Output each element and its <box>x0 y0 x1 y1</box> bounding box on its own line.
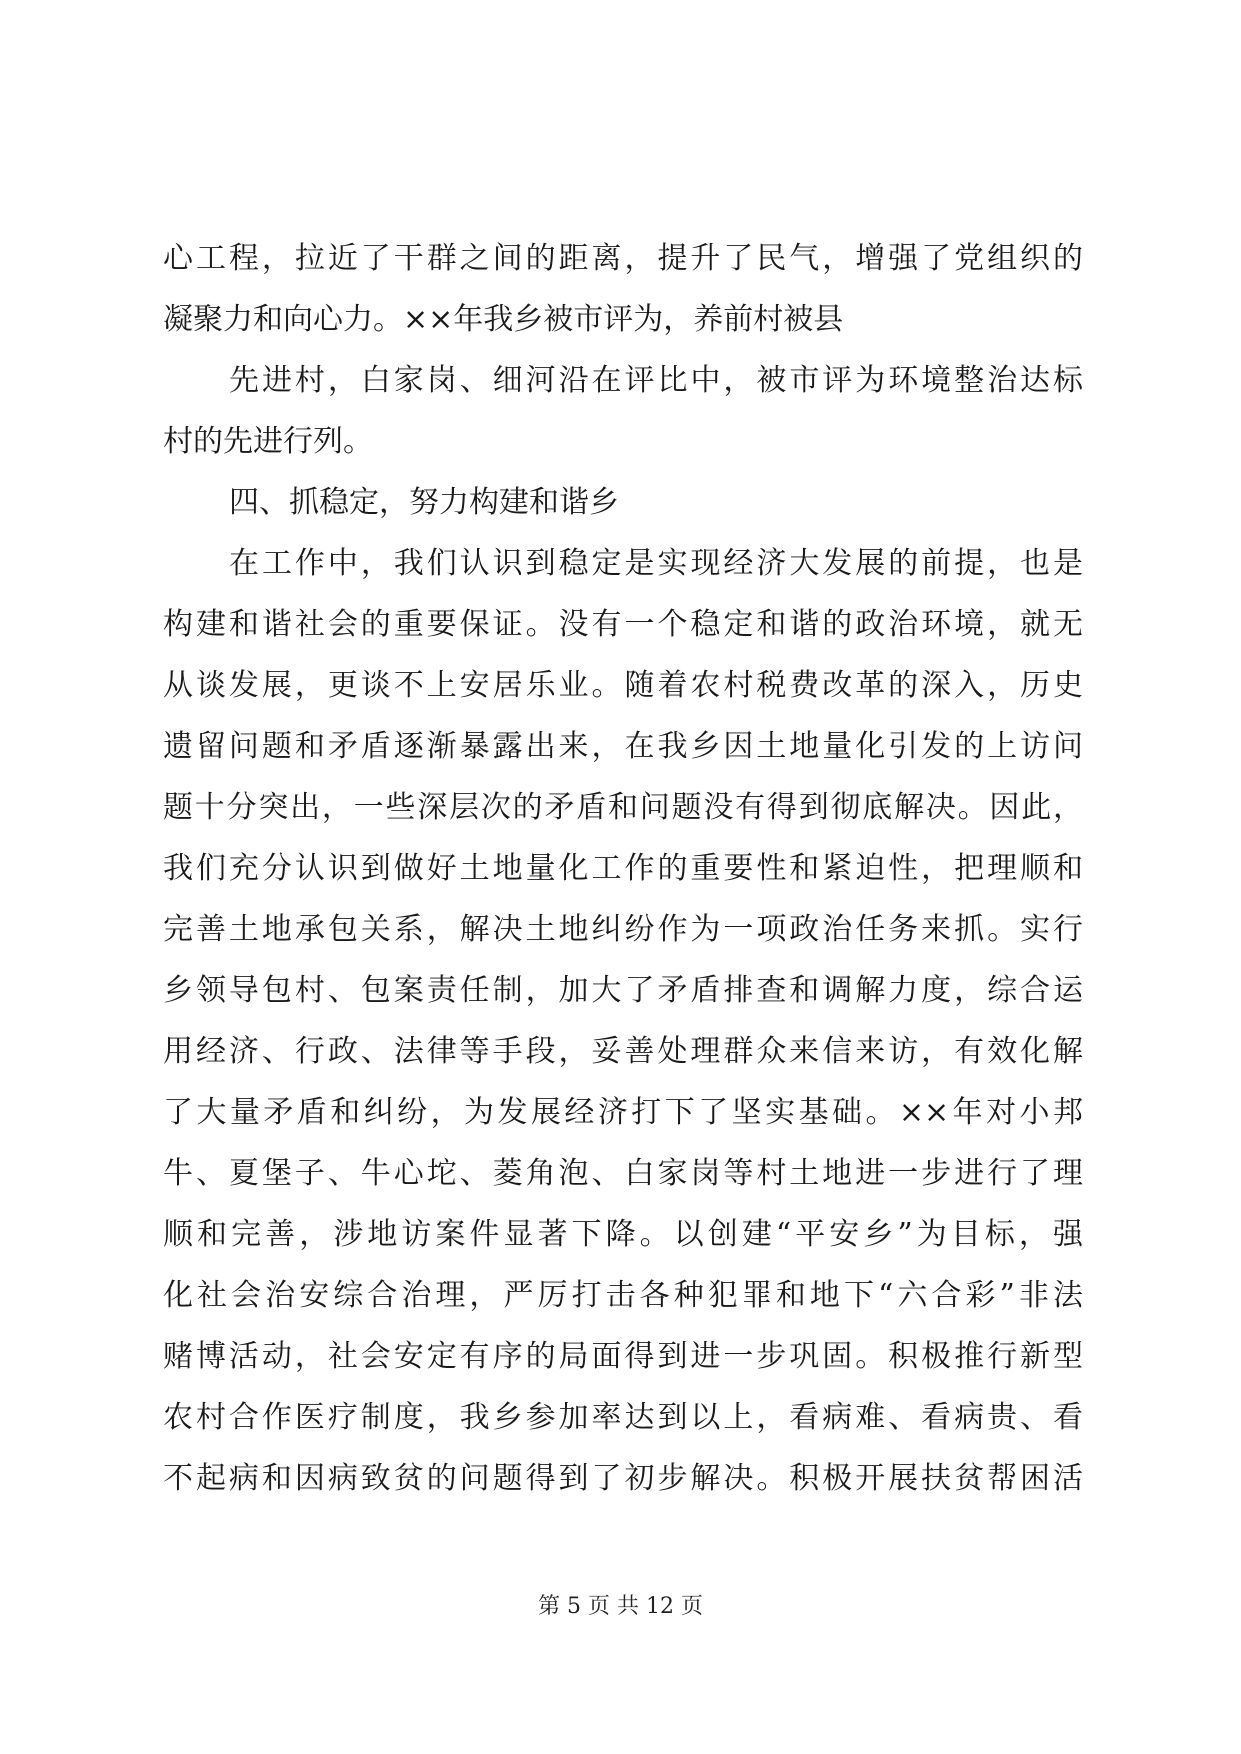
text-line: 村的先进行列。 <box>163 424 373 459</box>
text-line: 赌博活动，社会安定有序的局面得到进一步巩固。积极推行新型 <box>163 1339 1083 1374</box>
section-heading: 四、抓稳定，努力构建和谐乡 <box>229 485 619 520</box>
text-line: 化社会治安综合治理，严厉打击各种犯罪和地下“六合彩”非法 <box>163 1278 1083 1313</box>
text-line: 凝聚力和向心力。××年我乡被市评为，养前村被县 <box>163 302 844 337</box>
body-text <box>163 228 1083 1509</box>
page-footer: 第 5 页 共 12 页 <box>538 1594 703 1619</box>
text-line: 从谈发展，更谈不上安居乐业。随着农村税费改革的深入，历史 <box>163 668 1083 703</box>
text-line: 遗留问题和矛盾逐渐暴露出来，在我乡因土地量化引发的上访问 <box>163 729 1083 764</box>
text-line: 我们充分认识到做好土地量化工作的重要性和紧迫性，把理顺和 <box>163 851 1083 886</box>
text-line: 农村合作医疗制度，我乡参加率达到以上，看病难、看病贵、看 <box>163 1400 1083 1435</box>
text-line: 了大量矛盾和纠纷，为发展经济打下了坚实基础。××年对小邦 <box>163 1095 1083 1130</box>
text-line: 在工作中，我们认识到稳定是实现经济大发展的前提，也是 <box>229 546 1083 581</box>
text-line: 不起病和因病致贫的问题得到了初步解决。积极开展扶贫帮困活 <box>163 1461 1083 1496</box>
text-line: 牛、夏堡子、牛心坨、菱角泡、白家岗等村土地进一步进行了理 <box>163 1156 1083 1191</box>
text-line: 构建和谐社会的重要保证。没有一个稳定和谐的政治环境，就无 <box>163 607 1083 642</box>
text-line: 先进村，白家岗、细河沿在评比中，被市评为环境整治达标 <box>229 363 1083 398</box>
text-line: 完善土地承包关系，解决土地纠纷作为一项政治任务来抓。实行 <box>163 912 1083 947</box>
text-line: 乡领导包村、包案责任制，加大了矛盾排查和调解力度，综合运 <box>163 973 1083 1008</box>
text-line: 用经济、行政、法律等手段，妥善处理群众来信来访，有效化解 <box>163 1034 1083 1069</box>
text-line: 心工程，拉近了干群之间的距离，提升了民气，增强了党组织的 <box>163 241 1083 276</box>
text-line: 顺和完善，涉地访案件显著下降。以创建“平安乡”为目标，强 <box>163 1217 1083 1252</box>
text-line: 题十分突出，一些深层次的矛盾和问题没有得到彻底解决。因此， <box>163 790 1083 825</box>
